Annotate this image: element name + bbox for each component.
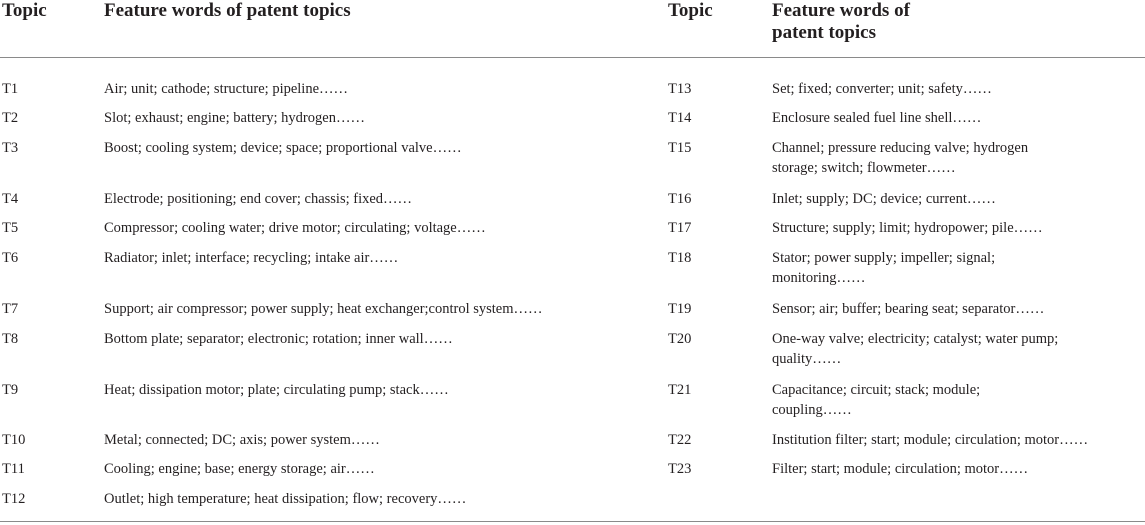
feature-words: [104, 79, 644, 99]
header-topic-right: Topic: [668, 0, 713, 21]
feature-words: [772, 218, 1112, 238]
topic-id: T13: [668, 81, 692, 97]
header-feature-words-right-line1: Feature words of: [772, 0, 910, 21]
feature-words-line: One-way valve; electricity; catalyst; water pump;: [772, 331, 1059, 347]
topic-id: T2: [2, 110, 19, 126]
feature-words-line: Boost; cooling system; device; space; proportional valve……: [104, 140, 462, 156]
topic-id: T16: [668, 191, 692, 207]
topic-id: T9: [2, 382, 19, 398]
topic-id: T21: [668, 382, 692, 398]
feature-words-line: Institution filter; start; module; circulation; motor……: [772, 432, 1089, 448]
topic-id: T15: [668, 140, 692, 156]
header-feature-words-left: Feature words of patent topics: [104, 0, 351, 21]
feature-words-line: Outlet; high temperature; heat dissipation; flow; recovery……: [104, 491, 467, 507]
feature-words: [772, 299, 1112, 319]
feature-words-line: Structure; supply; limit; hydropower; pile……: [772, 220, 1043, 236]
topic-id: T19: [668, 301, 692, 317]
feature-words: [104, 218, 644, 238]
topic-id: T20: [668, 331, 692, 347]
feature-words-line: Electrode; positioning; end cover; chassis; fixed……: [104, 191, 413, 207]
topic-id: T11: [2, 461, 25, 477]
feature-words-line: Enclosure sealed fuel line shell……: [772, 110, 982, 126]
topic-id: T7: [2, 301, 19, 317]
feature-words: [104, 108, 644, 128]
feature-words-line: Inlet; supply; DC; device; current……: [772, 191, 996, 207]
bottom-rule: [0, 521, 1145, 522]
feature-words: [772, 189, 1112, 209]
topic-id: T22: [668, 432, 692, 448]
feature-words-line: Compressor; cooling water; drive motor; circulating; voltage……: [104, 220, 486, 236]
header-rule: [0, 57, 1145, 58]
feature-words: [772, 380, 1112, 420]
feature-words-line: Channel; pressure reducing valve; hydrogen: [772, 140, 1029, 156]
feature-words-line: monitoring……: [772, 270, 866, 286]
feature-words: [104, 380, 644, 400]
feature-words: [772, 430, 1112, 450]
feature-words: [772, 108, 1112, 128]
header-feature-words-right: [772, 0, 910, 44]
feature-words-line: quality……: [772, 351, 842, 367]
header-feature-words-right-line2: patent topics: [772, 22, 876, 43]
feature-words-line: Slot; exhaust; engine; battery; hydrogen……: [104, 110, 365, 126]
feature-words-line: Sensor; air; buffer; bearing seat; separator……: [772, 301, 1045, 317]
feature-words-line: Set; fixed; converter; unit; safety……: [772, 81, 992, 97]
feature-words-line: coupling……: [772, 402, 852, 418]
topic-id: T14: [668, 110, 692, 126]
topic-id: T18: [668, 250, 692, 266]
topic-id: T3: [2, 140, 19, 156]
feature-words-line: Bottom plate; separator; electronic; rotation; inner wall……: [104, 331, 453, 347]
topic-id: T4: [2, 191, 19, 207]
topic-id: T5: [2, 220, 19, 236]
feature-words-line: Cooling; engine; base; energy storage; air……: [104, 461, 375, 477]
feature-words: [772, 459, 1112, 479]
feature-words-line: Air; unit; cathode; structure; pipeline……: [104, 81, 349, 97]
feature-words: [104, 138, 644, 158]
topic-id: T1: [2, 81, 19, 97]
feature-words-line: Capacitance; circuit; stack; module;: [772, 382, 981, 398]
topic-id: T17: [668, 220, 692, 236]
feature-words-line: Radiator; inlet; interface; recycling; intake air……: [104, 250, 399, 266]
feature-words: [772, 138, 1112, 178]
feature-words-line: Stator; power supply; impeller; signal;: [772, 250, 996, 266]
feature-words: [104, 248, 644, 268]
feature-words: [104, 430, 644, 450]
topic-id: T8: [2, 331, 19, 347]
topic-id: T23: [668, 461, 692, 477]
feature-words: [772, 248, 1112, 288]
feature-words-line: Metal; connected; DC; axis; power system……: [104, 432, 380, 448]
header-topic-left: Topic: [2, 0, 47, 21]
feature-words-line: Support; air compressor; power supply; heat exchanger;control system……: [104, 301, 543, 317]
feature-words: [104, 189, 644, 209]
feature-words: [772, 329, 1112, 369]
feature-words: [104, 459, 644, 479]
feature-words: [104, 299, 644, 319]
topic-id: T6: [2, 250, 19, 266]
feature-words: [104, 489, 644, 509]
feature-words-line: Heat; dissipation motor; plate; circulating pump; stack……: [104, 382, 449, 398]
feature-words: [104, 329, 644, 349]
topic-id: T10: [2, 432, 26, 448]
feature-words: [772, 79, 1112, 99]
feature-words-line: Filter; start; module; circulation; motor……: [772, 461, 1029, 477]
topic-id: T12: [2, 491, 26, 507]
feature-words-line: storage; switch; flowmeter……: [772, 160, 956, 176]
